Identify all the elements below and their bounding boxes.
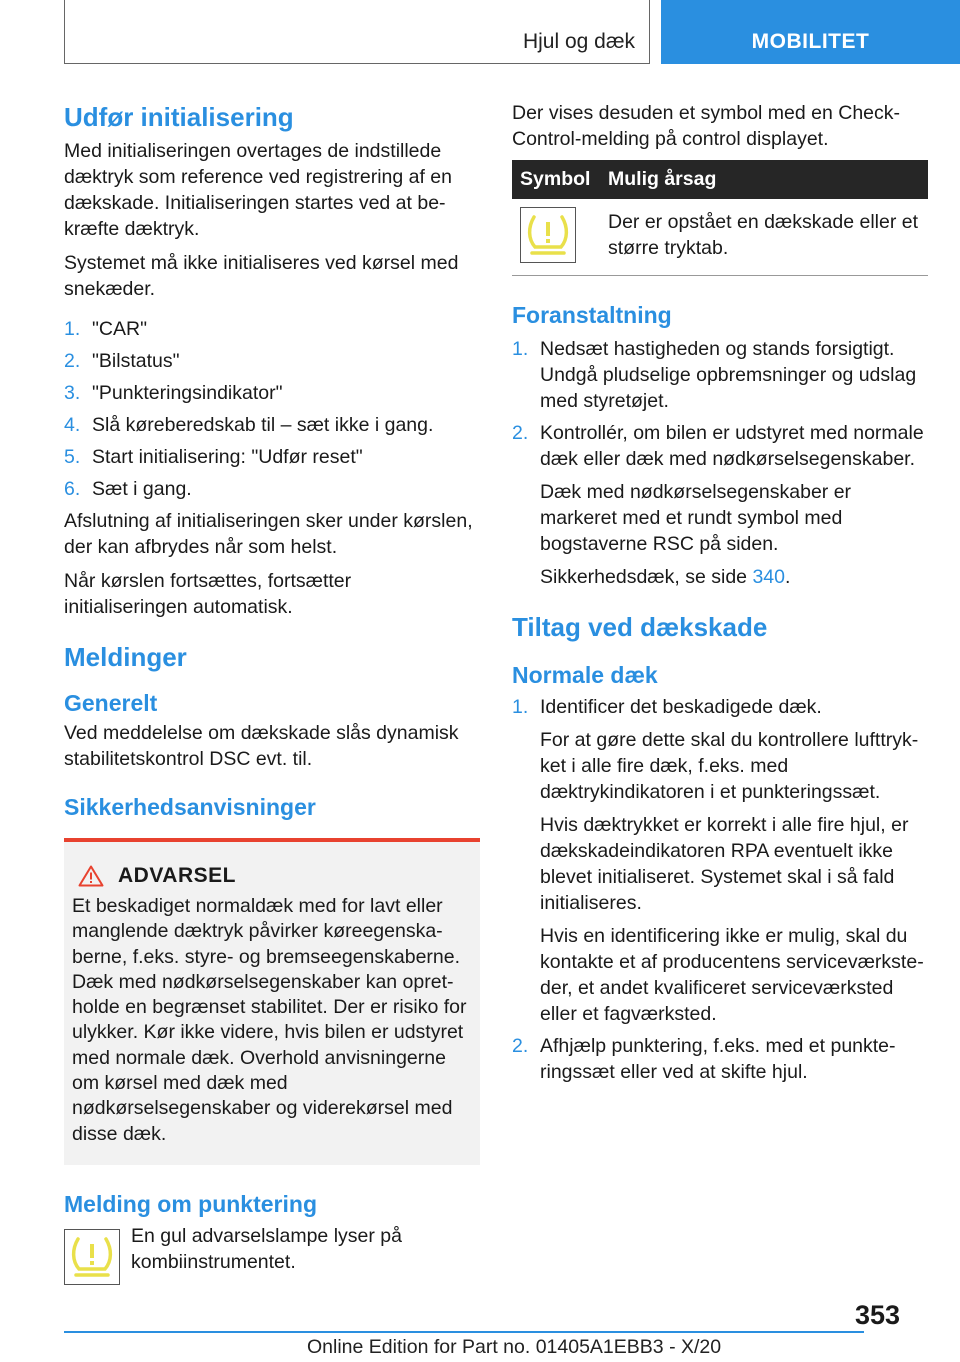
symbol-table [512,160,928,276]
damage-heading: Tiltag ved dækskade [512,612,768,642]
general-text: Ved meddelelse om dækskade slås dynamisk stabilitetskontrol DSC evt. til. [64,722,459,770]
list-item: 6. Sæt i gang. [64,478,192,500]
warning-box [64,838,480,1165]
normal-sub-2: Hvis dæktrykket er korrekt i alle fire hjul, er dækskadeindikatoren RPA eventuelt ikke blevet initialiseret. Systemet skal i så fald initialiseres. [540,814,909,914]
right-column [512,100,928,1091]
page-number: 353 [855,1300,901,1330]
normal-sub-1: For at gøre dette skal du kontrollere lufttrykket i alle fire dæk, f.eks. med dæktrykindikatoren i et punkteringssæt. [540,729,919,803]
list-item: 1. "CAR" [64,318,148,340]
chapter-title: MOBILITET [751,30,870,53]
col-symbol-header: Symbol [512,160,600,199]
footer-divider [64,1331,864,1333]
col-cause-header: Mulig årsag [600,160,928,199]
list-item: 4. Slå køreberedskab til – sæt ikke i gang. [64,414,434,436]
warning-text: Et beskadiget normaldæk med for lavt eller manglende dæktryk påvirker køreegenskaberne, f.eks. styre- og bremseegenskaberne. Dæk med nødkørselsegenskaber kan opretholde en begrænset stabilitet. Der er risiko for ulykker. Kør ikke videre, hvis bilen er udstyret med normale dæk. Overhold anvisningerne om kørsel med dæk med nødkørselsegenskaber og viderekørsel med disse dæk. [72,895,467,1145]
warning-triangle-icon [78,865,104,887]
list-item: 1. Nedsæt hastigheden og stands forsigtigt. Undgå pludselige opbremsninger og udslag med styretøjet. [512,338,917,412]
normal-heading: Normale dæk [512,662,658,688]
puncture-text: En gul advarselslampe lyser på kombiinstrumentet. [131,1224,402,1273]
list-item: 2. Afhjælp punktering, f.eks. med et punkteringssæt eller ved at skifte hjul. [512,1035,896,1083]
chapter-tab [661,0,960,64]
after-steps-1: Afslutning af initialiseringen sker under kørslen, der kan afbrydes når som helst. [64,510,473,558]
messages-heading: Meldinger [64,642,187,672]
tire-pressure-warning-icon [64,1229,120,1285]
init-note: Systemet må ikke initialiseres ved kørsel med snekæder. [64,252,459,300]
measure-sub-1: Dæk med nødkørselsegenskaber er markeret med et rundt symbol med bogstaverne RSC på siden. [540,481,852,555]
after-steps-2: Når kørslen fortsættes, fortsætter initialiseringen automatisk. [64,570,352,618]
list-item: 5. Start initialisering: "Udfør reset" [64,446,363,468]
measure-sub-2: Sikkerhedsdæk, se side 340. [540,566,791,588]
edition-text: Online Edition for Part no. 01405A1EBB3 - X/20 [307,1336,722,1358]
cause-cell: Der er opstået en dækskade eller et større tryktab. [600,199,928,276]
init-heading: Udfør initialisering [64,102,294,132]
list-item: 3. "Punkteringsindikator" [64,382,283,404]
puncture-heading: Melding om punktering [64,1190,317,1217]
left-column [64,100,480,1285]
normal-steps [512,694,928,1085]
normal-sub-3: Hvis en identificering ikke er mulig, skal du kontakte et af producentens serviceværksteder, et andet kvalificeret serviceværksted eller et fagværksted. [540,925,924,1025]
right-intro: Der vises desuden et symbol med en Check-Control-melding på control displayet. [512,102,901,150]
page-link[interactable]: 340 [752,566,785,588]
tire-pressure-warning-icon [520,207,576,263]
list-item: 2. Kontrollér, om bilen er udstyret med normale dæk eller dæk med nødkørselsegenskaber. Dæk med nødkørselsegenskaber er markeret med et rundt symbol med bogstaverne RSC på siden. Sikkerhedsdæk, se side 340. [512,420,928,590]
section-title: Hjul og dæk [522,30,635,53]
measure-heading: Foranstaltning [512,302,672,328]
warning-header [72,864,472,888]
header-section-box [64,0,650,64]
table-row [512,199,928,276]
init-intro: Med initialiseringen overtages de indstillede dæktryk som reference ved registrering af en dækskade. Initialiseringen startes ved at bekræfte dæktryk. [64,140,453,240]
safety-heading: Sikkerhedsanvisninger [64,794,316,820]
general-heading: Generelt [64,690,158,716]
init-steps [64,316,480,502]
measure-steps [512,336,928,590]
puncture-row [64,1223,480,1285]
list-item: 1. Identificer det beskadigede dæk. For at gøre dette skal du kontrollere lufttrykket i alle fire dæk, f.eks. med dæktrykindikatoren i et punkteringssæt. Hvis dæktrykket er korrekt i alle fire hjul, er dækskadeindikatoren RPA eventuelt ikke blevet initialiseret. Systemet skal i så fald initialiseres. Hvis en identificering ikke er mulig, skal du kontakte et af producentens serviceværksteder, et andet kvalificeret serviceværksted eller et fagværksted. [512,694,928,1027]
list-item: 2. "Bilstatus" [64,350,180,372]
warning-title: ADVARSEL [118,864,236,887]
